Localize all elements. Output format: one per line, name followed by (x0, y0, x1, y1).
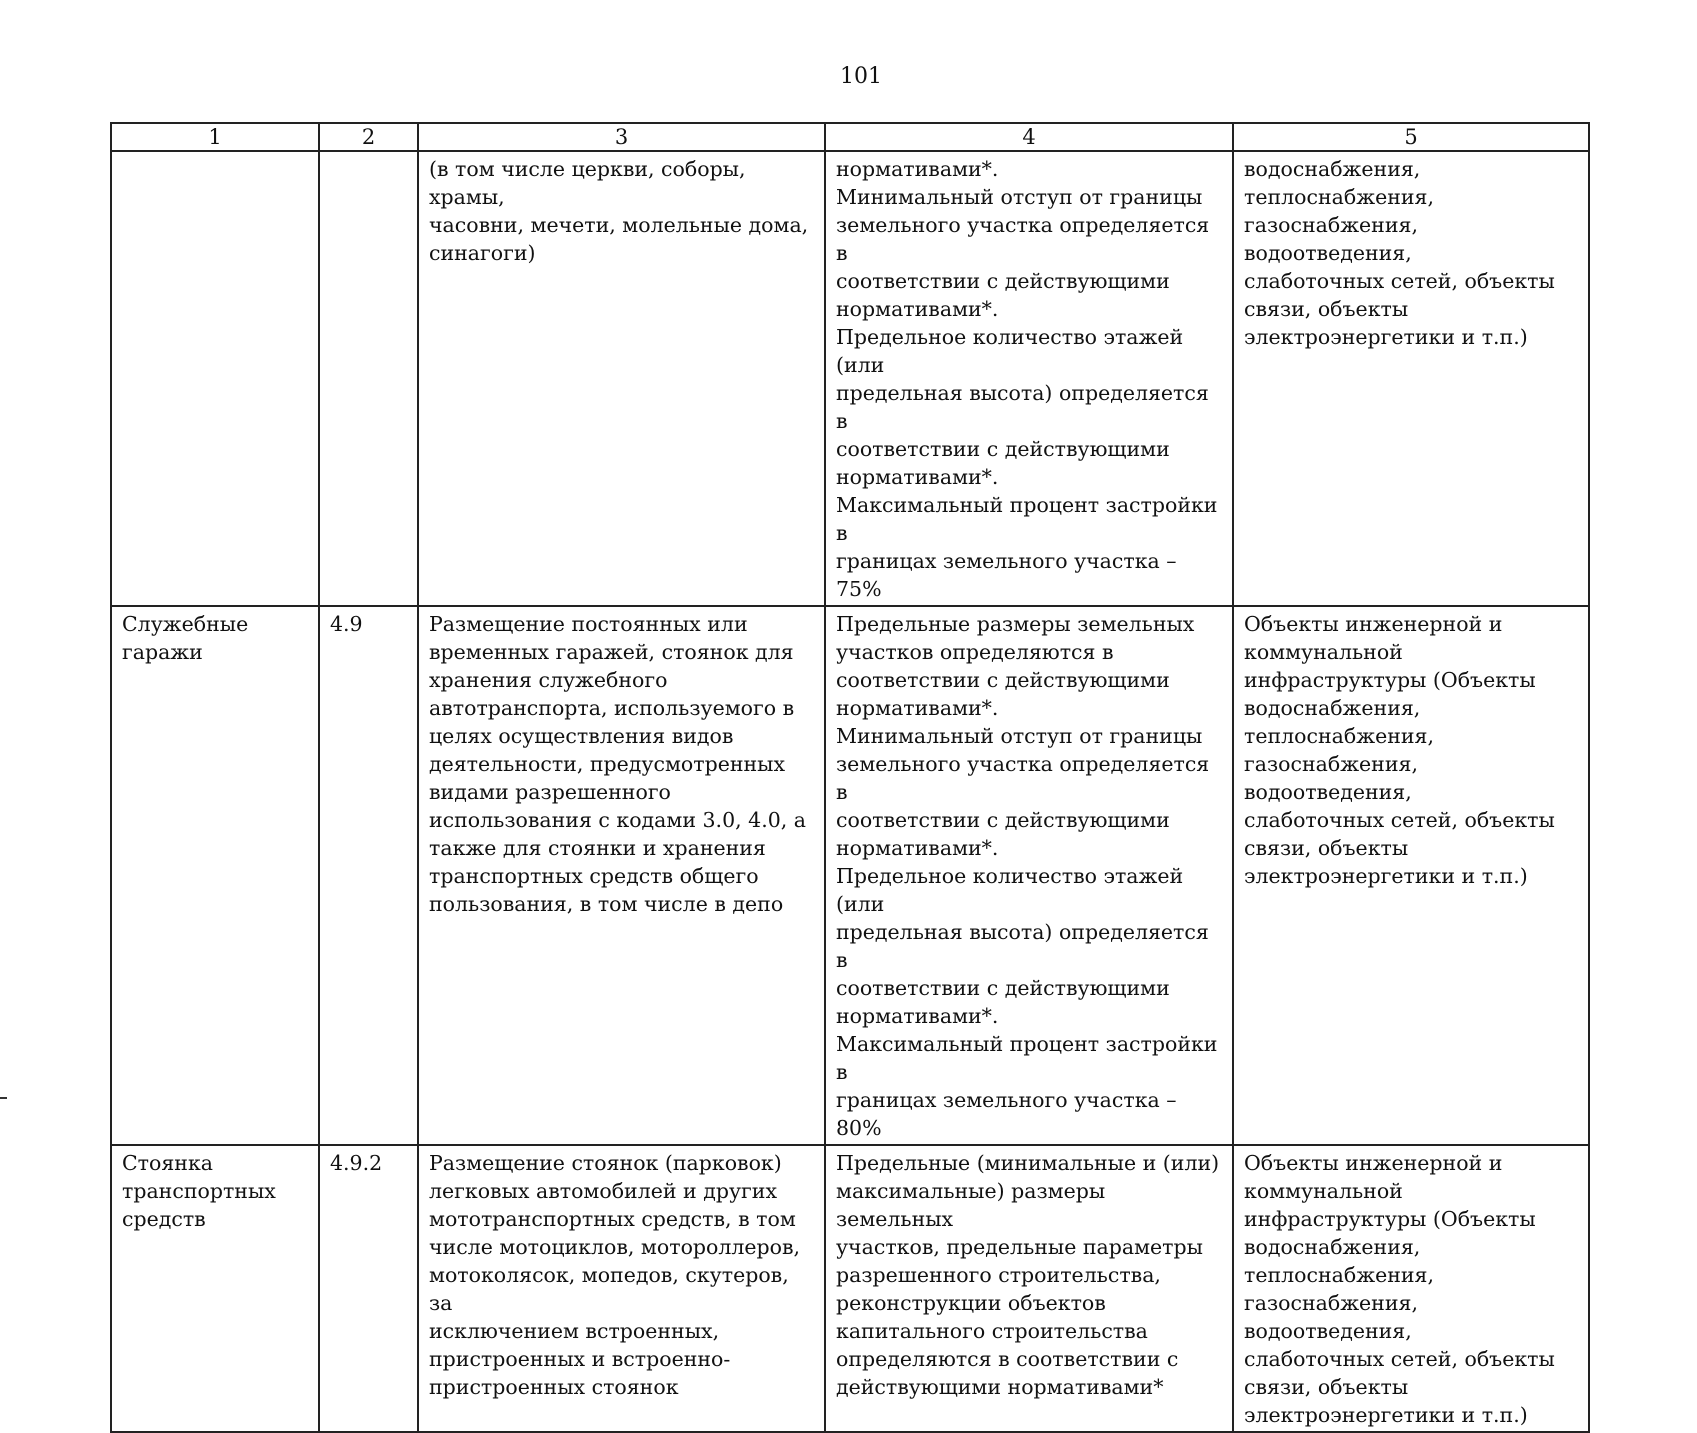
column-number-1: 1 (111, 123, 319, 151)
margin-mark (0, 1097, 7, 1099)
use-description-cell: (в том числе церкви, соборы, храмы, часовни, мечети, молельные дома, синагоги) (418, 151, 825, 606)
table-row (111, 151, 1589, 606)
auxiliary-use-cell: Объекты инженерной и коммунальной инфраструктуры (Объекты водоснабжения, теплоснабжения, газоснабжения, водоотведения, слаботочных сетей, объекты связи, объекты электроэнергетики и т.п.) (1233, 1145, 1589, 1432)
table-row (111, 606, 1589, 1145)
use-code-cell: 4.9.2 (319, 1145, 418, 1432)
use-description-cell: Размещение постоянных или временных гаражей, стоянок для хранения служебного автотранспорта, используемого в целях осуществления видов деятельности, предусмотренных видами разрешенного использования с кодами 3.0, 4.0, а также для стоянки и хранения транспортных средств общего пользования, в том числе в депо (418, 606, 825, 1145)
column-number-3: 3 (418, 123, 825, 151)
page-number: 101 (840, 64, 882, 89)
use-code-cell: 4.9 (319, 606, 418, 1145)
land-use-table (110, 122, 1590, 1433)
auxiliary-use-cell: Объекты инженерной и коммунальной инфраструктуры (Объекты водоснабжения, теплоснабжения, газоснабжения, водоотведения, слаботочных сетей, объекты связи, объекты электроэнергетики и т.п.) (1233, 606, 1589, 1145)
parameters-cell: нормативами*. Минимальный отступ от границы земельного участка определяется в соответствии с действующими нормативами*. Предельное количество этажей (или предельная высота) определяется в соответствии с действующими нормативами*. Максимальный процент застройки в границах земельного участка – 75% (825, 151, 1233, 606)
column-number-row (111, 123, 1589, 151)
use-description-cell: Размещение стоянок (парковок) легковых автомобилей и других мототранспортных средств, в том числе мотоциклов, мотороллеров, мотоколясок, мопедов, скутеров, за исключением встроенных, пристроенных и встроенно- пристроенных стоянок (418, 1145, 825, 1432)
use-code-cell (319, 151, 418, 606)
column-number-5: 5 (1233, 123, 1589, 151)
column-number-2: 2 (319, 123, 418, 151)
use-name-cell: Служебные гаражи (111, 606, 319, 1145)
parameters-cell: Предельные (минимальные и (или) максимальные) размеры земельных участков, предельные параметры разрешенного строительства, реконструкции объектов капитального строительства определяются в соответствии с действующими нормативами* (825, 1145, 1233, 1432)
auxiliary-use-cell: водоснабжения, теплоснабжения, газоснабжения, водоотведения, слаботочных сетей, объекты связи, объекты электроэнергетики и т.п.) (1233, 151, 1589, 606)
column-number-4: 4 (825, 123, 1233, 151)
table-row (111, 1145, 1589, 1432)
parameters-cell: Предельные размеры земельных участков определяются в соответствии с действующими нормативами*. Минимальный отступ от границы земельного участка определяется в соответствии с действующими нормативами*. Предельное количество этажей (или предельная высота) определяется в соответствии с действующими нормативами*. Максимальный процент застройки в границах земельного участка – 80% (825, 606, 1233, 1145)
use-name-cell: Стоянка транспортных средств (111, 1145, 319, 1432)
use-name-cell (111, 151, 319, 606)
